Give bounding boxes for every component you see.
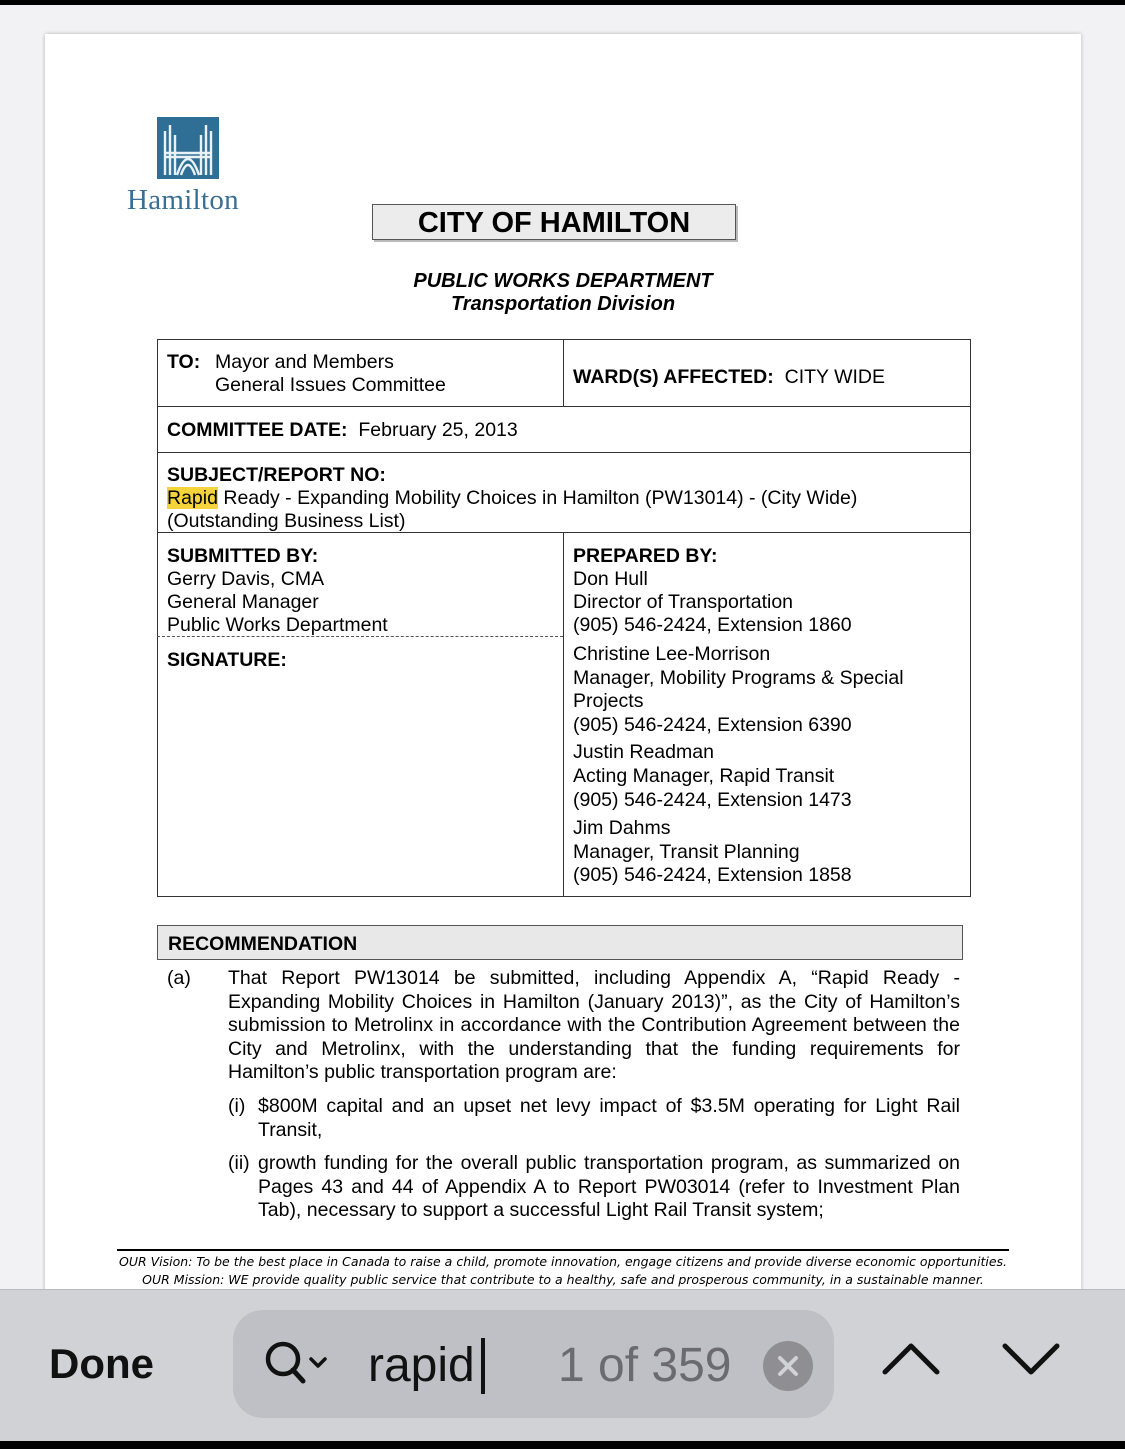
committee-date [167, 419, 518, 442]
match-count: 1 of 359 [558, 1339, 732, 1392]
to-label: TO: [167, 351, 201, 373]
to-line-1: Mayor and Members [215, 351, 394, 373]
subject-label: SUBJECT/REPORT NO: [167, 464, 386, 486]
find-search-field[interactable] [233, 1310, 834, 1418]
hamilton-logo-icon [157, 117, 219, 179]
next-match-button[interactable] [996, 1328, 1066, 1388]
prepared-line: Manager, Transit Planning [573, 841, 800, 863]
document-page [45, 34, 1081, 1289]
submitted-line: Public Works Department [167, 614, 388, 636]
find-input[interactable] [368, 1332, 548, 1398]
clear-search-button[interactable] [763, 1341, 813, 1391]
submitted-label: SUBMITTED BY: [167, 545, 319, 567]
prepared-label: PREPARED BY: [573, 545, 718, 567]
wards-label: WARD(S) AFFECTED: [573, 366, 774, 388]
table-divider [563, 532, 564, 896]
department-heading: PUBLIC WORKS DEPARTMENT [413, 270, 713, 292]
text-cursor [481, 1338, 485, 1394]
signature-label: SIGNATURE: [167, 649, 287, 671]
prepared-line: Acting Manager, Rapid Transit [573, 765, 835, 787]
footer-rule [117, 1249, 1009, 1251]
prepared-line: Jim Dahms [573, 817, 671, 839]
prepared-line: Justin Readman [573, 741, 714, 763]
subject-line-1 [167, 487, 857, 510]
submitted-line: Gerry Davis, CMA [167, 568, 325, 590]
committee-date-value: February 25, 2013 [358, 419, 518, 441]
table-divider [563, 339, 564, 406]
search-match-highlight: Rapid [167, 487, 218, 509]
wards-affected [573, 366, 885, 389]
prepared-line: Director of Transportation [573, 591, 794, 613]
close-icon [763, 1341, 813, 1391]
previous-match-button[interactable] [876, 1328, 946, 1388]
prepared-line: Don Hull [573, 568, 648, 590]
pdf-viewer[interactable] [0, 5, 1125, 1289]
rec-ii-text: growth funding for the overall public transportation program, as summarized on Pages 43 and 44 of Appendix A to Report PW03014 (refer to Investment Plan Tab), necessary to support a successful Light Rail Transit system; [258, 1152, 960, 1221]
prepared-line: (905) 546-2424, Extension 1473 [573, 789, 852, 811]
prepared-line: (905) 546-2424, Extension 6390 [573, 714, 852, 736]
table-divider [157, 406, 971, 407]
rec-i-marker: (i) [228, 1095, 246, 1117]
footer-mission: OUR Mission: WE provide quality public service that contribute to a healthy, safe and prosperous community, in a sustainable manner. [142, 1272, 984, 1287]
done-button[interactable]: Done [49, 1340, 154, 1387]
rec-a-marker: (a) [167, 967, 191, 989]
committee-date-label: COMMITTEE DATE: [167, 419, 348, 441]
chevron-up-icon [876, 1328, 946, 1388]
footer-vision: OUR Vision: To be the best place in Canada to raise a child, promote innovation, engage citizens and provide diverse economic opportunities. [118, 1254, 1007, 1269]
division-heading: Transportation Division [450, 293, 676, 315]
subject-text: Ready - Expanding Mobility Choices in Hamilton (PW13014) - (City Wide) [217, 487, 858, 509]
rec-i-text: $800M capital and an upset net levy impact of $3.5M operating for Light Rail Transit, [258, 1095, 960, 1141]
to-line-2: General Issues Committee [215, 374, 446, 396]
prepared-line: Projects [573, 690, 644, 712]
search-options-icon[interactable] [263, 1338, 333, 1390]
submitted-line: General Manager [167, 591, 319, 613]
wards-value: CITY WIDE [784, 366, 886, 388]
prepared-line: (905) 546-2424, Extension 1860 [573, 614, 852, 636]
prepared-line: (905) 546-2424, Extension 1858 [573, 864, 852, 886]
bottom-edge [0, 1441, 1125, 1449]
table-divider [157, 452, 971, 453]
subject-line-2: (Outstanding Business List) [167, 510, 406, 532]
rec-ii-marker: (ii) [228, 1152, 250, 1174]
prepared-line: Christine Lee-Morrison [573, 643, 771, 665]
prepared-line: Manager, Mobility Programs & Special [573, 667, 904, 689]
find-in-page-bar [0, 1289, 1125, 1442]
hamilton-logo-text: Hamilton [127, 184, 239, 216]
recommendation-label: RECOMMENDATION [168, 933, 358, 955]
recommendation-heading [157, 925, 963, 960]
rec-a-text: That Report PW13014 be submitted, including Appendix A, “Rapid Ready - Expanding Mobility Choices in Hamilton (January 2013)”, as the City of Hamilton’s submission to Metrolinx in accordance with the Contribution Agreement between the City and Metrolinx, with the understanding that the funding requirements for Hamilton’s public transportation program are: [228, 967, 960, 1083]
document-title: CITY OF HAMILTON [372, 204, 736, 240]
chevron-down-icon [996, 1328, 1066, 1388]
